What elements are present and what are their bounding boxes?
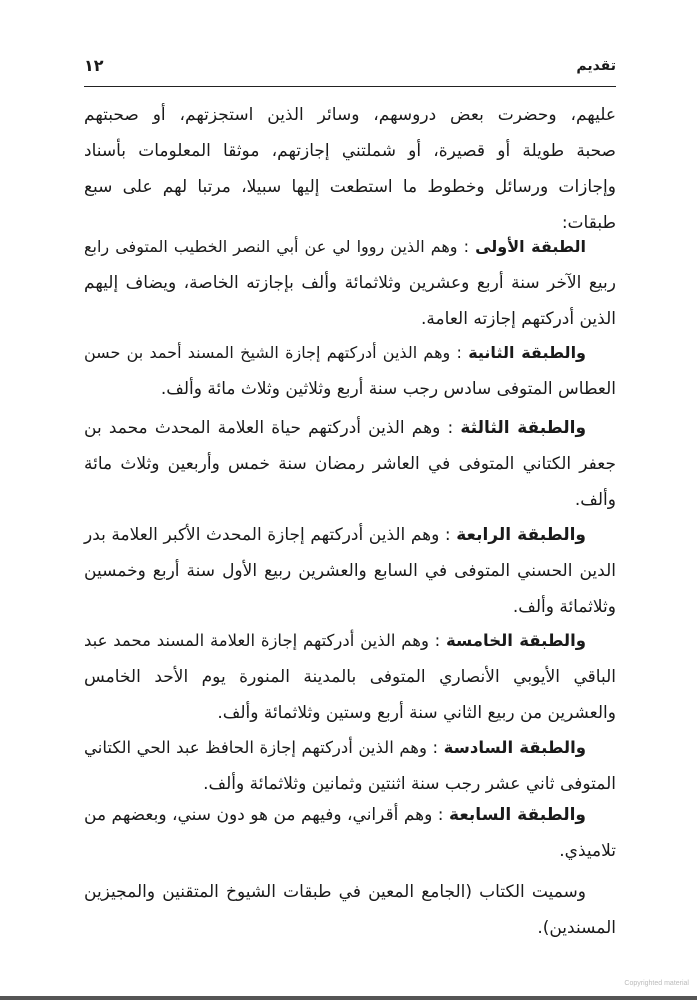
line-text: المسندين). xyxy=(537,918,616,938)
text-line xyxy=(84,517,616,553)
text-line xyxy=(84,335,616,371)
text-line xyxy=(84,589,616,625)
line-text: وألف. xyxy=(574,490,616,510)
paragraph xyxy=(84,410,616,518)
section-lead: والطبقة الرابعة xyxy=(456,525,586,545)
section-lead: والطبقة السابعة xyxy=(449,805,586,825)
paragraph xyxy=(84,623,616,731)
line-text: صحبة طويلة أو قصيرة، أو شملتني إجازتهم، موثقا المعلومات بأسناد xyxy=(84,141,616,161)
section-lead: والطبقة الثالثة xyxy=(460,418,587,438)
text-line xyxy=(84,97,616,133)
line-text: الباقي الأيوبي الأنصاري المتوفى بالمدينة المنورة يوم الأحد الخامس xyxy=(84,667,616,687)
line-text: تلاميذي. xyxy=(559,841,616,861)
line-text: والعشرين من ربيع الثاني سنة أربع وستين وثلاثمائة وألف. xyxy=(217,703,616,723)
chapter-title: تقديم xyxy=(576,58,616,74)
line-text: : وهم أقراني، وفيهم من هو دون سني، وبعضهم من xyxy=(84,805,444,825)
line-text: الذين أدركتهم إجازته العامة. xyxy=(421,309,616,329)
text-line xyxy=(84,797,616,833)
line-text: وإجازات ورسائل وخطوط ما استطعت إليها سبيلا، مرتبا لهم على سبع xyxy=(84,177,616,197)
line-text: : وهم الذين أدركتهم إجازة العلامة المسند محمد عبد xyxy=(84,631,441,650)
line-text: العطاس المتوفى سادس رجب سنة أربع وثلاثين وثلاث مائة وألف. xyxy=(160,379,616,399)
paragraph xyxy=(84,335,616,407)
line-text: عليهم، وحضرت بعض دروسهم، وسائر الذين استجزتهم، أو صحبتهم xyxy=(84,105,616,125)
text-line xyxy=(84,229,616,265)
text-line xyxy=(84,695,616,731)
line-text: طبقات: xyxy=(561,213,616,233)
paragraph xyxy=(84,517,616,625)
text-line xyxy=(84,623,616,659)
text-line xyxy=(84,301,616,337)
line-text: وثلاثمائة وألف. xyxy=(512,597,616,617)
section-lead: والطبقة الخامسة xyxy=(446,631,587,650)
text-line xyxy=(84,133,616,169)
section-lead: والطبقة السادسة xyxy=(443,738,586,757)
line-text: : وهم الذين أدركتهم حياة العلامة المحدث محمد بن xyxy=(84,418,454,438)
line-text: جعفر الكتاني المتوفى في العاشر رمضان سنة خمس وأربعين وثلاث مائة xyxy=(84,454,616,474)
bottom-border xyxy=(0,996,697,1000)
paragraph xyxy=(84,874,616,946)
line-text: ربيع الآخر سنة أربع وعشرين وثلاثمائة وألف بإجازته الخاصة، ويضاف إليهم xyxy=(84,273,616,293)
paragraph xyxy=(84,97,616,241)
text-line xyxy=(84,833,616,869)
text-line xyxy=(84,265,616,301)
text-line xyxy=(84,730,616,766)
text-line xyxy=(84,553,616,589)
paragraph xyxy=(84,730,616,802)
running-header xyxy=(84,56,616,87)
line-text: الدين الحسني المتوفى في السابع والعشرين ربيع الأول سنة أربع وخمسين xyxy=(84,561,616,581)
paragraph xyxy=(84,797,616,869)
text-line xyxy=(84,874,616,910)
text-line xyxy=(84,410,616,446)
line-text: : وهم الذين رووا لي عن أبي النصر الخطيب المتوفى رابع xyxy=(84,237,469,256)
text-line xyxy=(84,659,616,695)
page-number: ١٢ xyxy=(84,56,104,75)
text-line xyxy=(84,446,616,482)
line-text: : وهم الذين أدركتهم إجازة الشيخ المسند أحمد بن حسن xyxy=(84,343,462,362)
line-text: : وهم الذين أدركتهم إجازة الحافظ عبد الحي الكتاني xyxy=(84,738,439,757)
text-line xyxy=(84,910,616,946)
section-lead: والطبقة الثانية xyxy=(468,343,586,362)
line-text: المتوفى ثاني عشر رجب سنة اثنتين وثمانين وثلاثمائة وألف. xyxy=(203,774,616,794)
watermark: Copyrighted material xyxy=(624,980,689,987)
line-text: : وهم الذين أدركتهم إجازة المحدث الأكبر العلامة بدر xyxy=(84,525,451,545)
text-line xyxy=(84,371,616,407)
paragraph xyxy=(84,229,616,337)
section-lead: الطبقة الأولى xyxy=(475,237,586,256)
text-line xyxy=(84,169,616,205)
text-line xyxy=(84,482,616,518)
line-text: وسميت الكتاب (الجامع المعين في طبقات الشيوخ المتقنين والمجيزين xyxy=(84,882,586,902)
